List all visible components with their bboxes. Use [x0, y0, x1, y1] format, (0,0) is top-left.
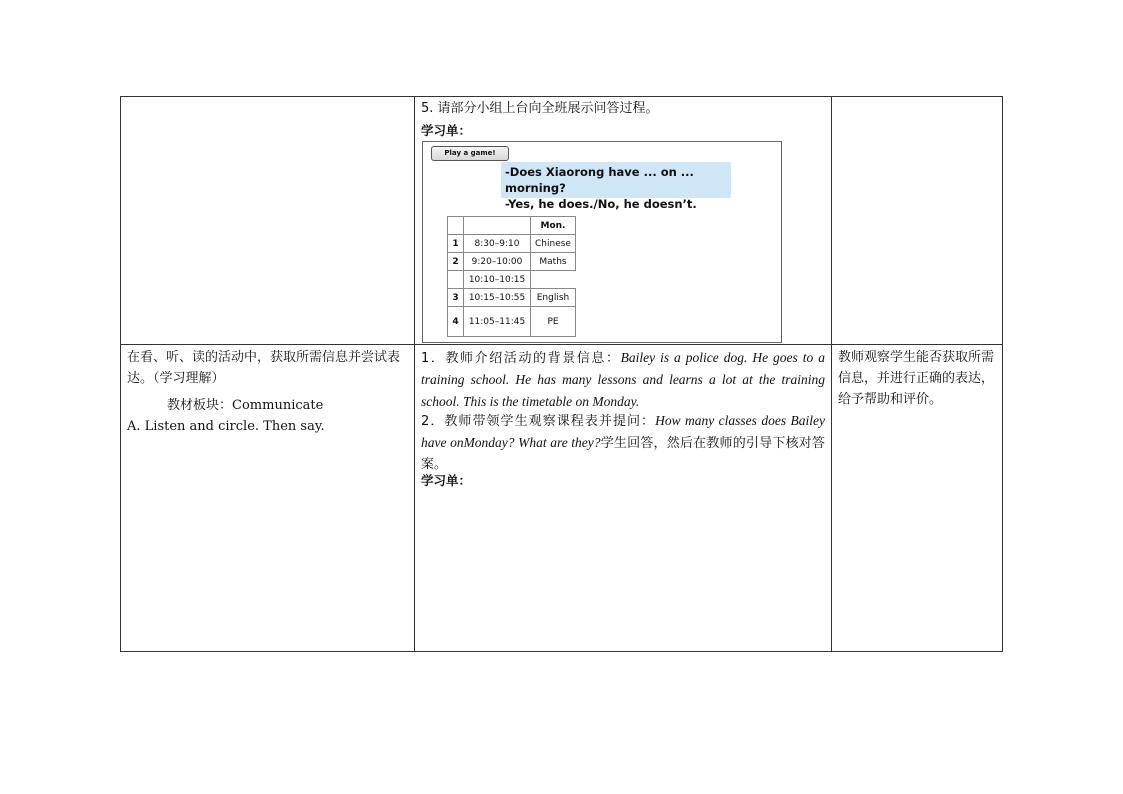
- header-mon: Mon.: [531, 217, 576, 235]
- row-subject: PE: [531, 307, 576, 337]
- lesson-plan-table: [120, 96, 1003, 652]
- row-time: 8:30–9:10: [464, 235, 531, 253]
- row2-left-cell: [120, 344, 415, 652]
- row-subject: English: [531, 289, 576, 307]
- assessment-text: 教师观察学生能否获取所需信息，并进行正确的表达，给予帮助和评价。: [838, 350, 995, 407]
- objective-text: 在看、听、读的活动中，获取所需信息并尝试表达。（学习理解）: [127, 350, 401, 386]
- step2-suffix: 学生回答，然后在教师的引导下核对答案。: [421, 436, 825, 472]
- row-time: 10:15–10:55: [464, 289, 531, 307]
- timetable-header-row: [448, 217, 576, 235]
- play-game-button[interactable]: Play a game!: [431, 146, 509, 161]
- step2-prefix: 2．教师带领学生观察课程表并提问：: [421, 414, 656, 429]
- question-text: -Does Xiaorong have ... on ... morning?: [505, 165, 694, 195]
- row-subject: Chinese: [531, 235, 576, 253]
- step5-text: 5. 请部分小组上台向全班展示问答过程。: [421, 101, 659, 116]
- row-number: 4: [448, 307, 464, 337]
- game-screenshot: [422, 141, 782, 343]
- step1-italic: Bailey is a police dog. He goes to a training school. He has many lessons and learns a lot at the training school. This is the timetable on Monday.: [421, 350, 825, 409]
- timetable-row: [448, 235, 576, 253]
- row-time: 10:10–10:15: [464, 271, 531, 289]
- question-box: [501, 162, 731, 211]
- timetable-row: [448, 289, 576, 307]
- activity-title: A. Listen and circle. Then say.: [127, 419, 325, 434]
- row-number: 1: [448, 235, 464, 253]
- row2-right-cell: [831, 344, 1003, 652]
- row-number: 2: [448, 253, 464, 271]
- step1-paragraph: [421, 347, 825, 413]
- row-time: 11:05–11:45: [464, 307, 531, 337]
- step2-italic: How many classes does Bailey have onMonday? What are they?: [421, 413, 826, 450]
- row1-left-cell: [120, 96, 415, 345]
- module-label: 教材板块：: [167, 398, 233, 413]
- step1-prefix: 1．教师介绍活动的背景信息：: [421, 351, 621, 366]
- timetable-row: [448, 271, 576, 289]
- answer-text: -Yes, he does./No, he doesn’t.: [505, 197, 697, 211]
- row1-right-cell: [831, 96, 1003, 345]
- timetable-row: [448, 253, 576, 271]
- row-time: 9:20–10:00: [464, 253, 531, 271]
- row-number: [448, 271, 464, 289]
- step2-paragraph: [421, 410, 825, 475]
- row-number: 3: [448, 289, 464, 307]
- timetable-row: [448, 307, 576, 337]
- module-value: Communicate: [232, 398, 324, 413]
- row-subject: [531, 271, 576, 289]
- worksheet-label-2: 学习单：: [421, 473, 472, 488]
- module-line: [167, 395, 323, 416]
- timetable: [447, 216, 576, 337]
- row2-middle-cell: [414, 344, 832, 652]
- row-subject: Maths: [531, 253, 576, 271]
- worksheet-label: 学习单：: [421, 123, 472, 138]
